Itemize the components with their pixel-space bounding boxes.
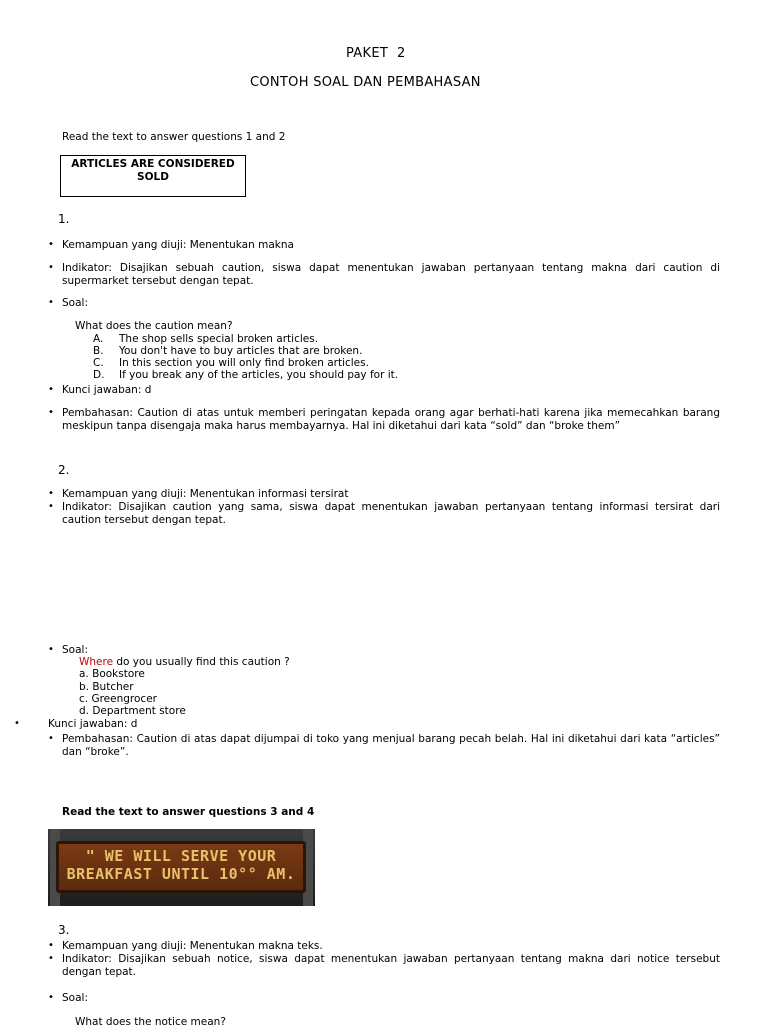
bullet-icon: • (14, 718, 20, 729)
bullet-icon: • (48, 953, 54, 964)
q3-question: What does the notice mean? (75, 1016, 226, 1028)
q2-option-b: b. Butcher (79, 681, 134, 693)
q3-indikator: • Indikator: Disajikan sebuah notice, siswa dapat menentukan jawaban pertanyaan tentang makna dari notice tersebut dengan tepat. (48, 953, 720, 978)
bullet-icon: • (48, 501, 54, 512)
q1-option-b: B. You don't have to buy articles that are broken. (93, 345, 363, 357)
q2-option-c: c. Greengrocer (79, 693, 157, 705)
q3-soal: • Soal: (48, 992, 88, 1004)
q1-option-a: A. The shop sells special broken articles. (93, 333, 319, 345)
q2-option-a: a. Bookstore (79, 668, 145, 680)
q1-kunci: • Kunci jawaban: d (48, 384, 152, 396)
q1-soal: • Soal: (48, 297, 88, 309)
instruction-2: Read the text to answer questions 3 and 4 (62, 806, 315, 818)
bullet-icon: • (48, 992, 54, 1003)
q2-option-d: d. Department store (79, 705, 186, 717)
bullet-icon: • (48, 262, 54, 273)
bullet-icon: • (48, 644, 54, 655)
notice-line-1: " WE WILL SERVE YOUR (85, 847, 277, 865)
q2-soal: • Soal: (48, 644, 88, 656)
page-heading: PAKET 2 (346, 46, 406, 61)
instruction-1: Read the text to answer questions 1 and 2 (62, 131, 286, 143)
bullet-icon: • (48, 488, 54, 499)
q2-question: Where do you usually find this caution ? (79, 656, 290, 668)
notice-image (48, 829, 315, 906)
caution-line-2: SOLD (137, 171, 169, 183)
q1-option-c: C. In this section you will only find broken articles. (93, 357, 369, 369)
q2-kemampuan: • Kemampuan yang diuji: Menentukan informasi tersirat (48, 488, 349, 500)
q1-kemampuan: • Kemampuan yang diuji: Menentukan makna (48, 239, 294, 251)
q1-indikator: • Indikator: Disajikan sebuah caution, siswa dapat menentukan jawaban pertanyaan tentang makna dari caution di supermarket tersebut dengan tepat. (48, 262, 720, 287)
bullet-icon: • (48, 407, 54, 418)
q2-pembahasan: • Pembahasan: Caution di atas dapat dijumpai di toko yang menjual barang pecah belah. Hal ini diketahui dari kata “articles” dan “broke”. (48, 733, 720, 758)
bullet-icon: • (48, 297, 54, 308)
bullet-icon: • (48, 733, 54, 744)
q2-kunci: Kunci jawaban: d (48, 718, 138, 730)
page-subtitle: CONTOH SOAL DAN PEMBAHASAN (250, 75, 481, 90)
question-number-2: 2. (58, 463, 70, 477)
q3-kemampuan: • Kemampuan yang diuji: Menentukan makna teks. (48, 940, 323, 952)
caution-line-1: ARTICLES ARE CONSIDERED (71, 158, 235, 170)
bullet-icon: • (48, 239, 54, 250)
q1-option-d: D. If you break any of the articles, you should pay for it. (93, 369, 399, 381)
question-number-3: 3. (58, 923, 70, 937)
caution-box (60, 155, 246, 197)
q2-indikator: • Indikator: Disajikan caution yang sama, siswa dapat menentukan jawaban pertanyaan tentang informasi tersirat dari caution tersebut dengan tepat. (48, 501, 720, 526)
question-number-1: 1. (58, 212, 70, 226)
q1-question: What does the caution mean? (75, 320, 233, 332)
bullet-icon: • (48, 384, 54, 395)
q1-pembahasan: • Pembahasan: Caution di atas untuk memberi peringatan kepada orang agar berhati-hati karena jika memecahkan barang meskipun tanpa disengaja maka harus membayarnya. Hal ini diketahui dari kata “sold” dan “broke them” (48, 407, 720, 432)
notice-line-2: BREAKFAST UNTIL 10°° AM. (66, 865, 296, 883)
bullet-icon: • (48, 940, 54, 951)
